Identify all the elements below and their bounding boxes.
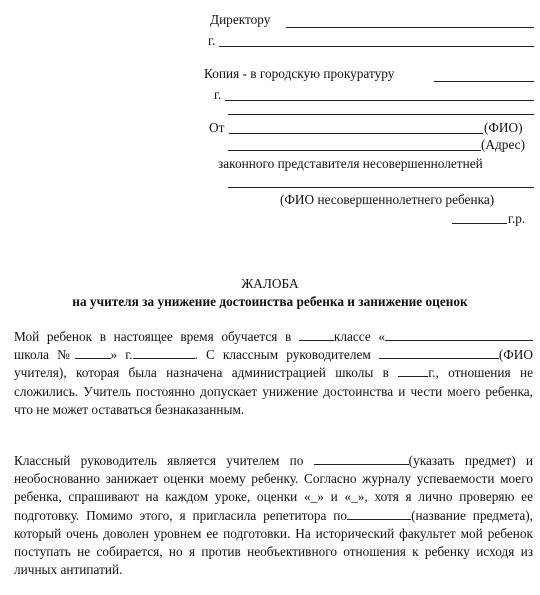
from-label: От	[209, 120, 225, 135]
p2-text-1: Классный руководитель является учителем по	[14, 453, 314, 468]
year-blank	[398, 365, 428, 377]
city-label-1: г.	[208, 33, 216, 48]
birth-year-suffix: г.р.	[508, 211, 526, 226]
document-title: ЖАЛОБА	[241, 276, 299, 291]
city-line-1	[219, 46, 534, 47]
p1-text-1: Мой ребенок в настоящее время обучается в	[14, 329, 299, 344]
city-label-2: г.	[214, 87, 222, 102]
city-line-2	[225, 100, 534, 101]
birth-year-line	[452, 223, 507, 224]
p1-text-2: классе «	[333, 329, 385, 344]
class-blank	[299, 329, 334, 341]
address-label: (Адрес)	[481, 137, 526, 152]
document-subtitle: на учителя за унижение достоинства ребенка и занижение оценок	[72, 294, 468, 309]
tutor-subject-blank	[347, 508, 411, 520]
director-label: Директору	[210, 12, 271, 27]
p2-text-3: (название предмета), который очень доволен уровнем ее подготовки. На исторический факультет мой ребенок поступать не собирается, но я против необъективного отношения к ребенку исходя из личных антипатий.	[14, 507, 533, 578]
p1-text-5: . С классным руководителем	[194, 347, 379, 363]
from-line	[229, 133, 483, 134]
city-blank	[133, 347, 195, 359]
copy-label: Копия - в городскую прокуратуру	[204, 66, 395, 81]
school-number-blank	[75, 347, 111, 359]
blank-line-1	[228, 114, 534, 115]
blank-line-2	[228, 187, 534, 188]
p1-text-3: школа №	[14, 347, 75, 363]
copy-line	[434, 81, 534, 82]
fio-label: (ФИО)	[484, 120, 523, 135]
address-line	[228, 150, 481, 151]
class-letter-blank	[385, 329, 533, 341]
p1-text-7: г., отношения не сложились. Учитель постоянно допускает унижение достоинства и чести моего ребенка, что не может оставаться безнаказанным.	[14, 365, 533, 417]
paragraph-2	[14, 452, 533, 579]
teacher-name-blank	[379, 347, 499, 359]
p1-text-6: (ФИО учителя), которая была назначена администрацией школы в	[14, 347, 533, 381]
p2-text-2: (указать предмет) и необоснованно занижает оценки моему ребенку. Согласно журналу успеваемости моего ребенка, спрашивают на каждом уроке, оценки «_» и «_», хотя я лично проверяю ее подготовку. Помимо этого, я пригласила репетитора по	[14, 453, 533, 523]
legal-rep-label: законного представителя несовершеннолетней	[218, 156, 483, 171]
p1-text-4: » г.	[110, 347, 133, 363]
child-fio-label: (ФИО несовершеннолетнего ребенка)	[280, 192, 495, 207]
director-line	[286, 27, 534, 28]
paragraph-1	[14, 328, 533, 419]
subject-blank	[314, 453, 409, 465]
